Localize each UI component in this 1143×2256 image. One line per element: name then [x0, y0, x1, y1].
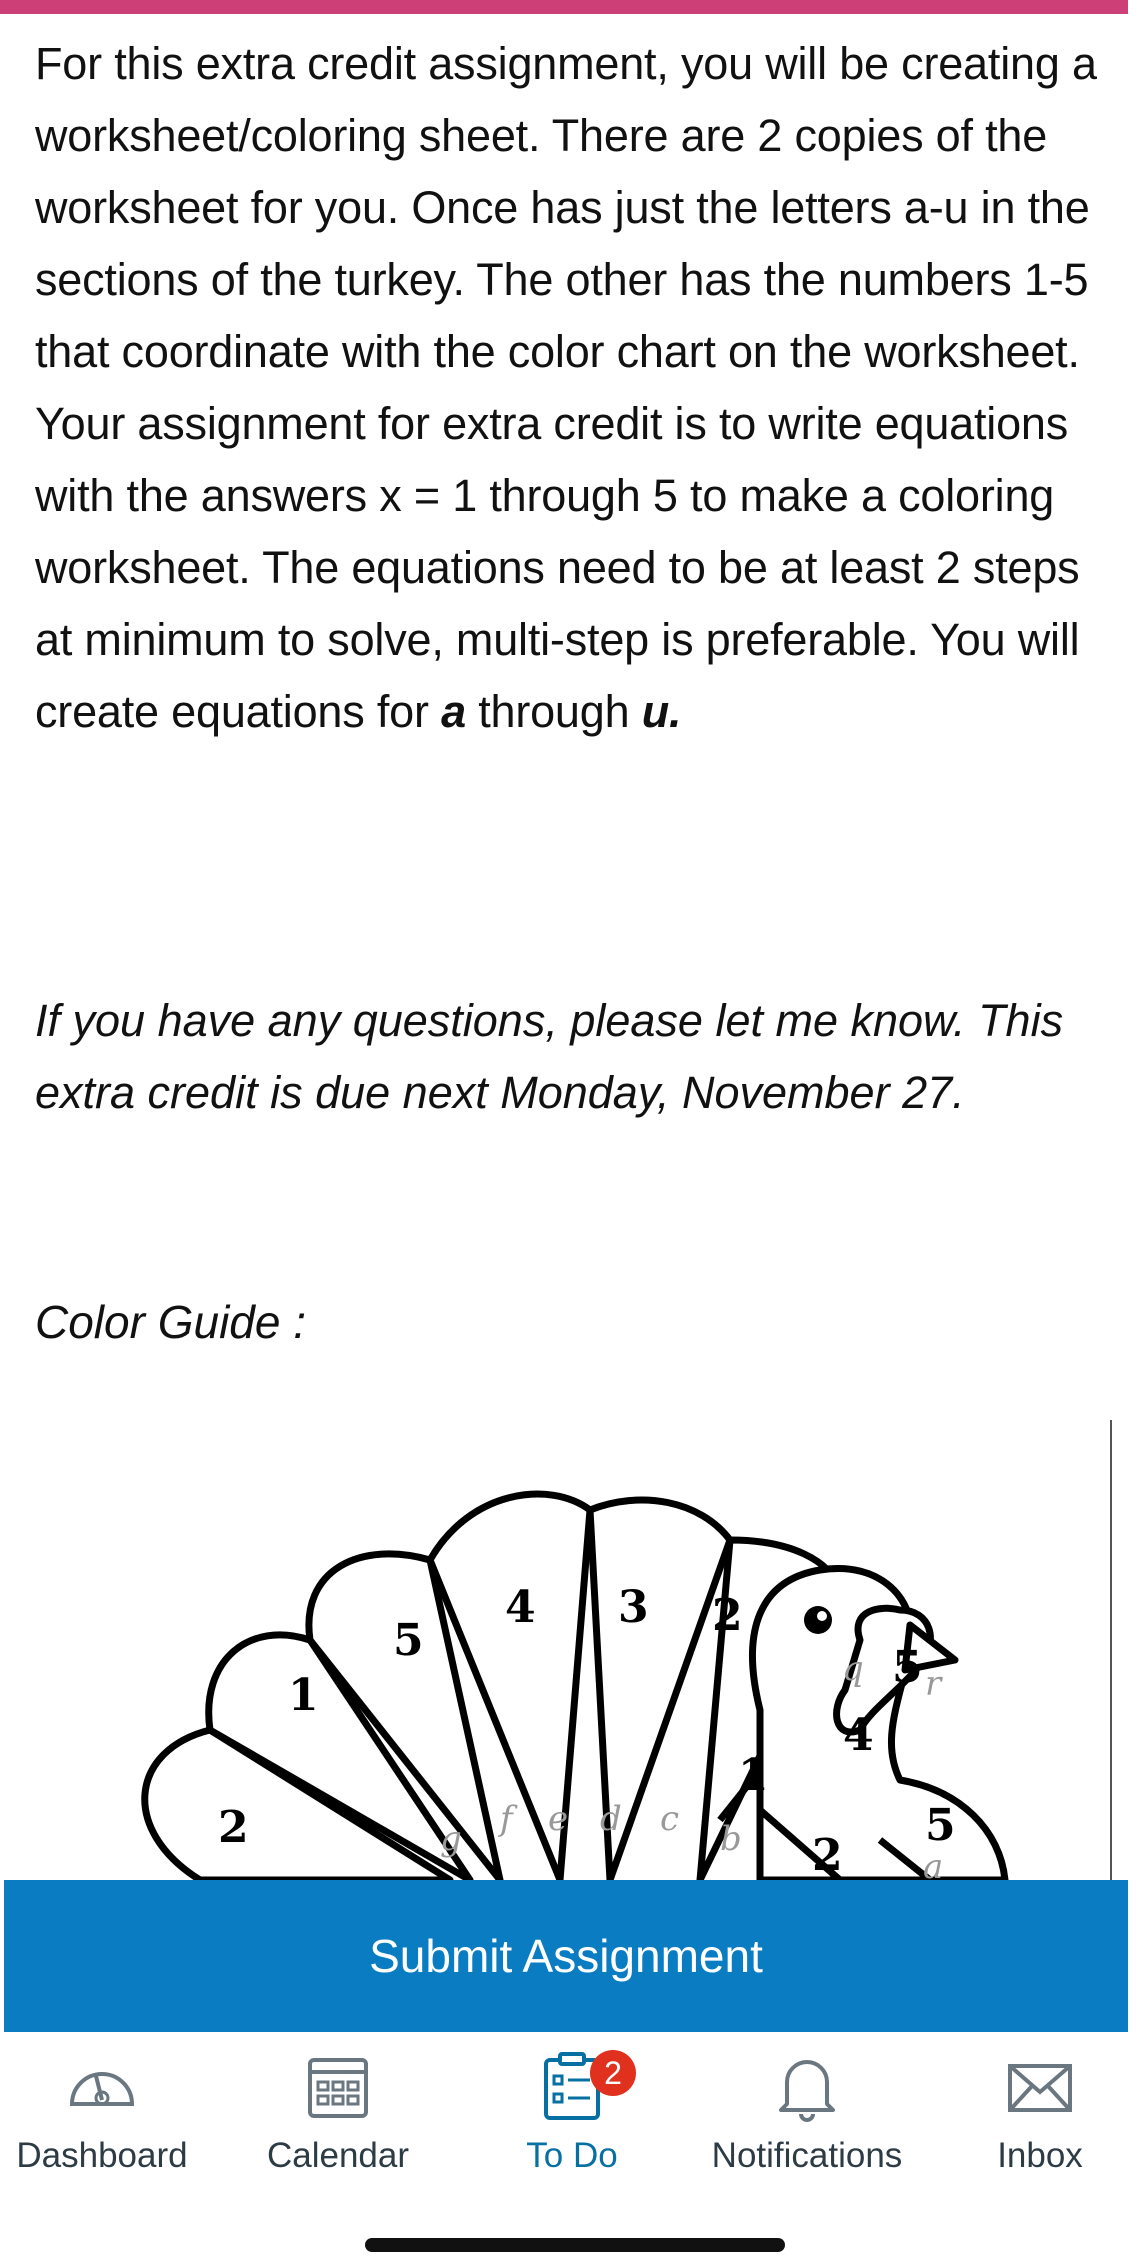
- turkey-number: 1: [738, 1750, 769, 1801]
- turkey-letter: e: [548, 1799, 569, 1839]
- turkey-number: 4: [843, 1710, 874, 1761]
- turkey-number: 5: [925, 1800, 956, 1851]
- paragraph-text: For this extra credit assignment, you will be creating a worksheet/coloring sheet. There are 2 copies of the worksheet for you. Once has just the letters a-u in the sections of the turkey. The other has the numbers 1-5 that coordinate with the color chart on the worksheet. Your assignment for extra credit is to write equations with the answers x = 1 through 5 to make a coloring worksheet. The equations need to be at least 2 steps at minimum to solve, multi-step is preferable. You will create equations for: [35, 38, 1097, 737]
- assignment-description: [35, 28, 1115, 748]
- assignment-paragraph: [35, 28, 1115, 748]
- turkey-number: 3: [618, 1582, 649, 1633]
- submit-label: Submit Assignment: [369, 1930, 763, 1982]
- turkey-letter: b: [720, 1819, 742, 1859]
- tab-notifications[interactable]: [697, 2052, 917, 2176]
- calendar-icon: [300, 2052, 376, 2122]
- tab-label: Inbox: [997, 2136, 1083, 2175]
- turkey-letter: f: [500, 1799, 513, 1839]
- tab-calendar[interactable]: [228, 2052, 448, 2176]
- image-border: [1110, 1420, 1112, 1880]
- envelope-icon: [1002, 2052, 1078, 2122]
- turkey-letter: q: [842, 1649, 864, 1689]
- bottom-tab-bar: [0, 2032, 1143, 2256]
- turkey-number: 2: [218, 1802, 249, 1853]
- turkey-number: 2: [712, 1590, 743, 1641]
- turkey-letter: c: [660, 1799, 680, 1839]
- todo-count-badge: 2: [590, 2050, 636, 2096]
- bell-icon: [769, 2052, 845, 2122]
- dashboard-icon: [64, 2052, 140, 2122]
- tab-inbox[interactable]: [930, 2052, 1143, 2176]
- course-color-bar: [0, 0, 1128, 14]
- turkey-number: 1: [288, 1670, 319, 1721]
- tab-todo[interactable]: [462, 2052, 682, 2176]
- tab-label: Dashboard: [16, 2136, 188, 2175]
- turkey-letter: g: [440, 1819, 462, 1859]
- tab-label: Calendar: [266, 2136, 410, 2175]
- color-guide-label: Color Guide :: [35, 1296, 307, 1348]
- submit-assignment-button[interactable]: [4, 1880, 1128, 2032]
- turkey-drawing: [0, 1410, 1128, 1880]
- due-date-note: If you have any questions, please let me know. This extra credit is due next Monday, November 27.: [35, 995, 1064, 1118]
- turkey-number: 4: [505, 1582, 536, 1633]
- paragraph-through: through: [465, 686, 642, 737]
- end-letter: u.: [641, 686, 682, 737]
- turkey-letter: d: [600, 1799, 622, 1839]
- start-letter: a: [441, 686, 466, 737]
- tab-label: To Do: [526, 2136, 618, 2175]
- home-indicator[interactable]: [365, 2238, 785, 2252]
- tab-label: Notifications: [711, 2136, 903, 2175]
- turkey-worksheet-image: [0, 1410, 1128, 1880]
- turkey-number: 2: [812, 1830, 843, 1880]
- tab-dashboard[interactable]: [0, 2052, 212, 2176]
- turkey-number: 5: [892, 1642, 923, 1693]
- turkey-number: 5: [393, 1615, 424, 1666]
- turkey-letter: a: [923, 1847, 944, 1880]
- turkey-letter: r: [925, 1664, 942, 1704]
